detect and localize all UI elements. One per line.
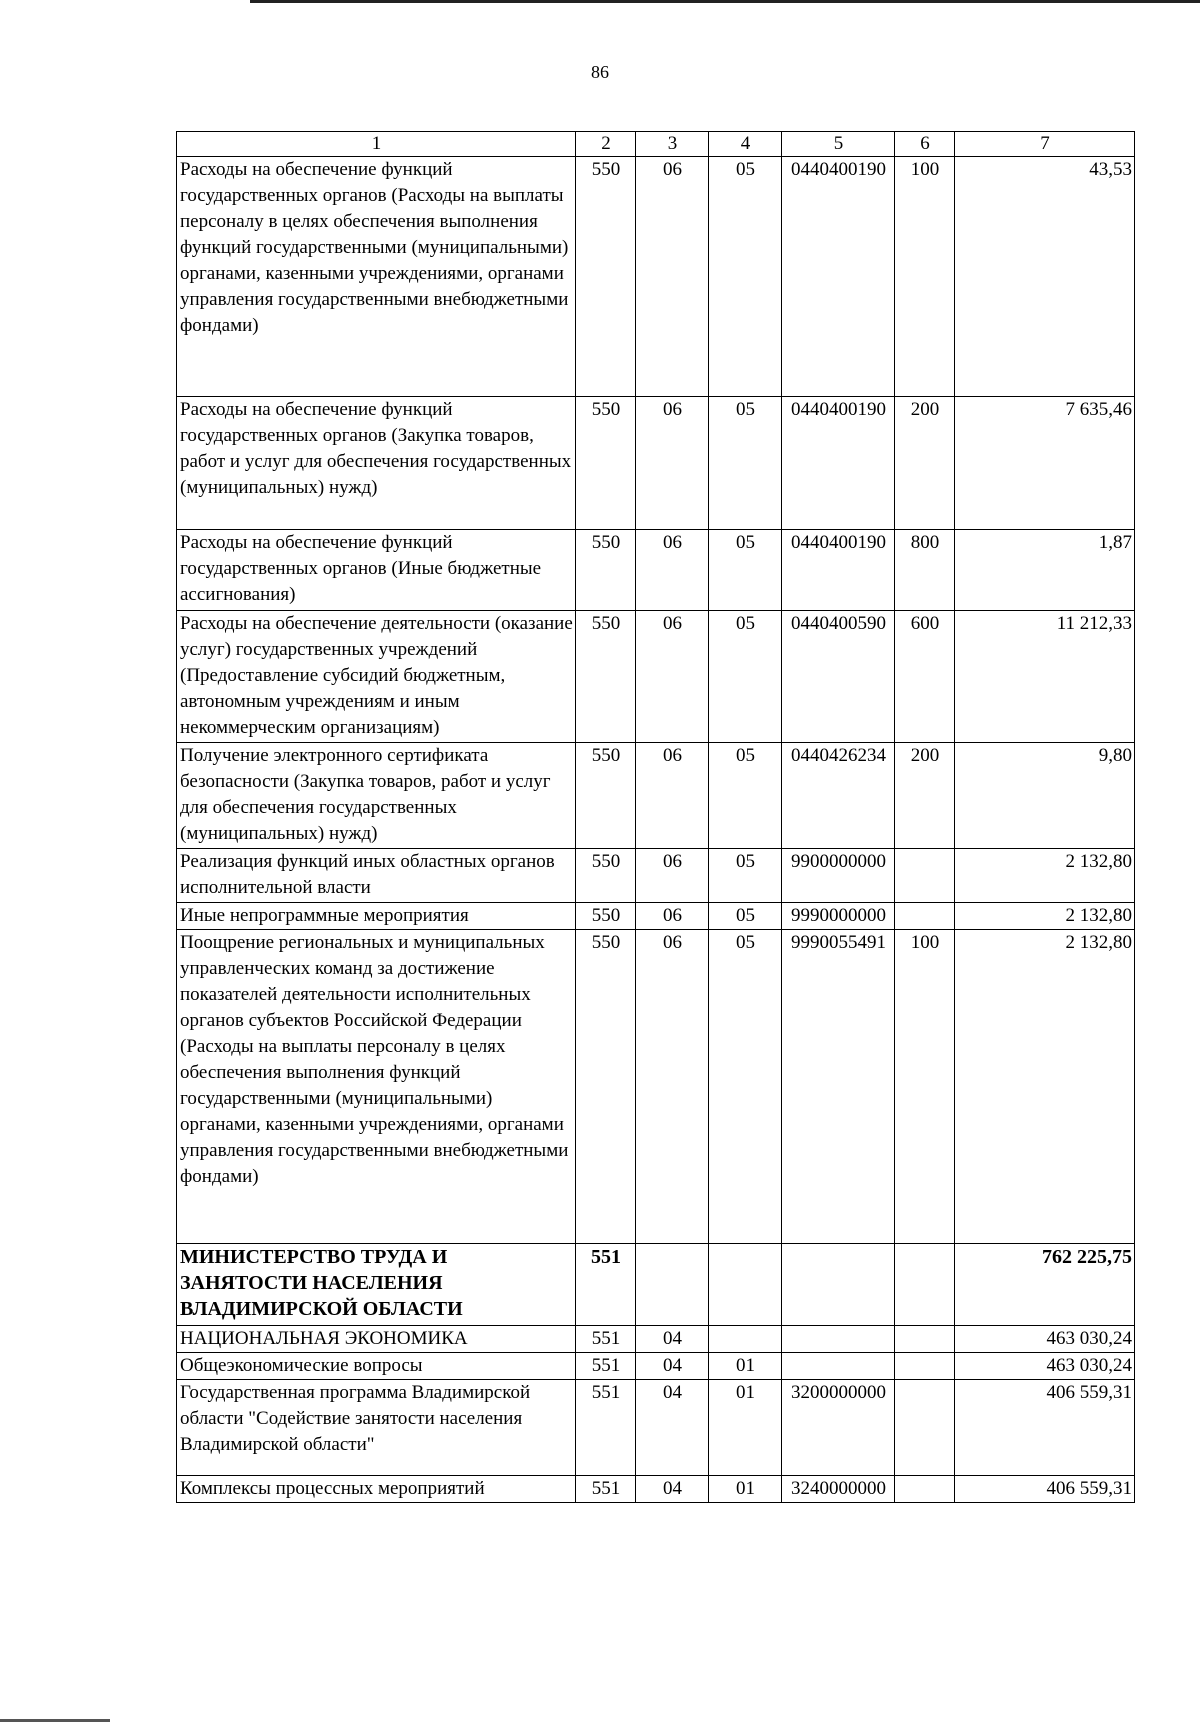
row-subsection-code: 05 (709, 611, 782, 743)
row-expense-type (895, 1353, 955, 1380)
row-target-article: 9990055491 (782, 930, 895, 1244)
row-subsection-code: 01 (709, 1380, 782, 1476)
row-ved-code: 550 (576, 611, 636, 743)
table-row (177, 903, 1135, 930)
row-ved-code: 551 (576, 1380, 636, 1476)
row-section-code: 04 (636, 1353, 709, 1380)
row-amount: 9,80 (955, 743, 1135, 849)
top-border-line (250, 0, 1200, 3)
row-description: Иные непрограммные мероприятия (177, 903, 576, 930)
row-target-article: 0440400590 (782, 611, 895, 743)
row-amount: 7 635,46 (955, 397, 1135, 530)
row-subsection-code: 01 (709, 1353, 782, 1380)
row-subsection-code: 05 (709, 849, 782, 903)
row-section-code: 06 (636, 157, 709, 397)
row-description: Общеэкономические вопросы (177, 1353, 576, 1380)
row-ved-code: 551 (576, 1353, 636, 1380)
row-target-article (782, 1326, 895, 1353)
table-row (177, 1244, 1135, 1326)
row-subsection-code: 05 (709, 903, 782, 930)
row-subsection-code: 05 (709, 743, 782, 849)
table-row (177, 1353, 1135, 1380)
row-description: Расходы на обеспечение функций государственных органов (Иные бюджетные ассигнования) (177, 530, 576, 611)
row-target-article: 3240000000 (782, 1476, 895, 1503)
row-subsection-code: 01 (709, 1476, 782, 1503)
row-target-article: 9990000000 (782, 903, 895, 930)
row-section-code: 06 (636, 530, 709, 611)
row-description: Реализация функций иных областных органов исполнительной власти (177, 849, 576, 903)
header-col-5: 5 (782, 132, 895, 157)
row-section-code: 06 (636, 397, 709, 530)
table-row (177, 1476, 1135, 1503)
row-description: Получение электронного сертификата безопасности (Закупка товаров, работ и услуг для обеспечения государственных (муниципальных) нужд) (177, 743, 576, 849)
row-ved-code: 550 (576, 157, 636, 397)
row-section-code: 04 (636, 1476, 709, 1503)
header-col-2: 2 (576, 132, 636, 157)
row-ved-code: 550 (576, 743, 636, 849)
row-amount: 406 559,31 (955, 1380, 1135, 1476)
table-body (177, 157, 1135, 1503)
row-target-article: 0440400190 (782, 397, 895, 530)
header-col-3: 3 (636, 132, 709, 157)
page-number: 86 (591, 62, 609, 82)
row-section-code: 06 (636, 849, 709, 903)
row-ved-code: 551 (576, 1476, 636, 1503)
table-row (177, 611, 1135, 743)
row-amount: 463 030,24 (955, 1353, 1135, 1380)
row-description: Расходы на обеспечение функций государственных органов (Закупка товаров, работ и услуг для обеспечения государственных (муниципальных) нужд) (177, 397, 576, 530)
table-row (177, 849, 1135, 903)
table-row (177, 530, 1135, 611)
table-row (177, 157, 1135, 397)
row-description: Комплексы процессных мероприятий (177, 1476, 576, 1503)
row-section-code (636, 1244, 709, 1326)
row-expense-type (895, 1476, 955, 1503)
header-row (177, 132, 1135, 157)
row-amount: 463 030,24 (955, 1326, 1135, 1353)
row-expense-type: 800 (895, 530, 955, 611)
table-row (177, 930, 1135, 1244)
row-section-code: 06 (636, 930, 709, 1244)
row-expense-type: 600 (895, 611, 955, 743)
table-row (177, 397, 1135, 530)
row-expense-type: 200 (895, 743, 955, 849)
row-ved-code: 550 (576, 397, 636, 530)
row-amount: 406 559,31 (955, 1476, 1135, 1503)
row-ved-code: 550 (576, 930, 636, 1244)
row-expense-type (895, 903, 955, 930)
row-section-code: 04 (636, 1380, 709, 1476)
row-target-article: 0440400190 (782, 157, 895, 397)
row-ved-code: 551 (576, 1244, 636, 1326)
row-description: МИНИСТЕРСТВО ТРУДА И ЗАНЯТОСТИ НАСЕЛЕНИЯ ВЛАДИМИРСКОЙ ОБЛАСТИ (177, 1244, 576, 1326)
row-expense-type (895, 1244, 955, 1326)
row-amount: 762 225,75 (955, 1244, 1135, 1326)
row-expense-type: 100 (895, 930, 955, 1244)
row-target-article (782, 1244, 895, 1326)
row-amount: 2 132,80 (955, 903, 1135, 930)
row-subsection-code: 05 (709, 530, 782, 611)
row-expense-type: 200 (895, 397, 955, 530)
row-section-code: 06 (636, 611, 709, 743)
row-target-article (782, 1353, 895, 1380)
table-row (177, 1326, 1135, 1353)
table-row (177, 743, 1135, 849)
budget-table (176, 131, 1135, 1503)
row-subsection-code (709, 1326, 782, 1353)
table-row (177, 1380, 1135, 1476)
row-ved-code: 550 (576, 903, 636, 930)
row-subsection-code: 05 (709, 930, 782, 1244)
row-ved-code: 550 (576, 849, 636, 903)
header-col-6: 6 (895, 132, 955, 157)
row-expense-type (895, 1380, 955, 1476)
row-section-code: 06 (636, 903, 709, 930)
row-target-article: 0440426234 (782, 743, 895, 849)
row-description: Расходы на обеспечение функций государственных органов (Расходы на выплаты персоналу в целях обеспечения выполнения функций государственными (муниципальными) органами, казенными учреждениями, органами управления государственными внебюджетными фондами) (177, 157, 576, 397)
row-expense-type (895, 1326, 955, 1353)
row-section-code: 04 (636, 1326, 709, 1353)
row-amount: 1,87 (955, 530, 1135, 611)
row-expense-type: 100 (895, 157, 955, 397)
row-subsection-code (709, 1244, 782, 1326)
row-section-code: 06 (636, 743, 709, 849)
row-description: Расходы на обеспечение деятельности (оказание услуг) государственных учреждений (Предоставление субсидий бюджетным, автономным учреждениям и иным некоммерческим организациям) (177, 611, 576, 743)
header-col-7: 7 (955, 132, 1135, 157)
row-amount: 2 132,80 (955, 930, 1135, 1244)
row-expense-type (895, 849, 955, 903)
row-amount: 11 212,33 (955, 611, 1135, 743)
row-ved-code: 551 (576, 1326, 636, 1353)
row-description: НАЦИОНАЛЬНАЯ ЭКОНОМИКА (177, 1326, 576, 1353)
row-subsection-code: 05 (709, 157, 782, 397)
header-col-1: 1 (177, 132, 576, 157)
row-target-article: 3200000000 (782, 1380, 895, 1476)
bottom-edge-line (0, 1719, 110, 1722)
row-subsection-code: 05 (709, 397, 782, 530)
header-col-4: 4 (709, 132, 782, 157)
row-amount: 2 132,80 (955, 849, 1135, 903)
row-target-article: 0440400190 (782, 530, 895, 611)
row-description: Государственная программа Владимирской области "Содействие занятости населения Владимирской области" (177, 1380, 576, 1476)
row-description: Поощрение региональных и муниципальных управленческих команд за достижение показателей деятельности исполнительных органов субъектов Российской Федерации (Расходы на выплаты персоналу в целях обеспечения выполнения функций государственными (муниципальными) органами, казенными учреждениями, органами управления государственными внебюджетными фондами) (177, 930, 576, 1244)
row-amount: 43,53 (955, 157, 1135, 397)
row-target-article: 9900000000 (782, 849, 895, 903)
row-ved-code: 550 (576, 530, 636, 611)
